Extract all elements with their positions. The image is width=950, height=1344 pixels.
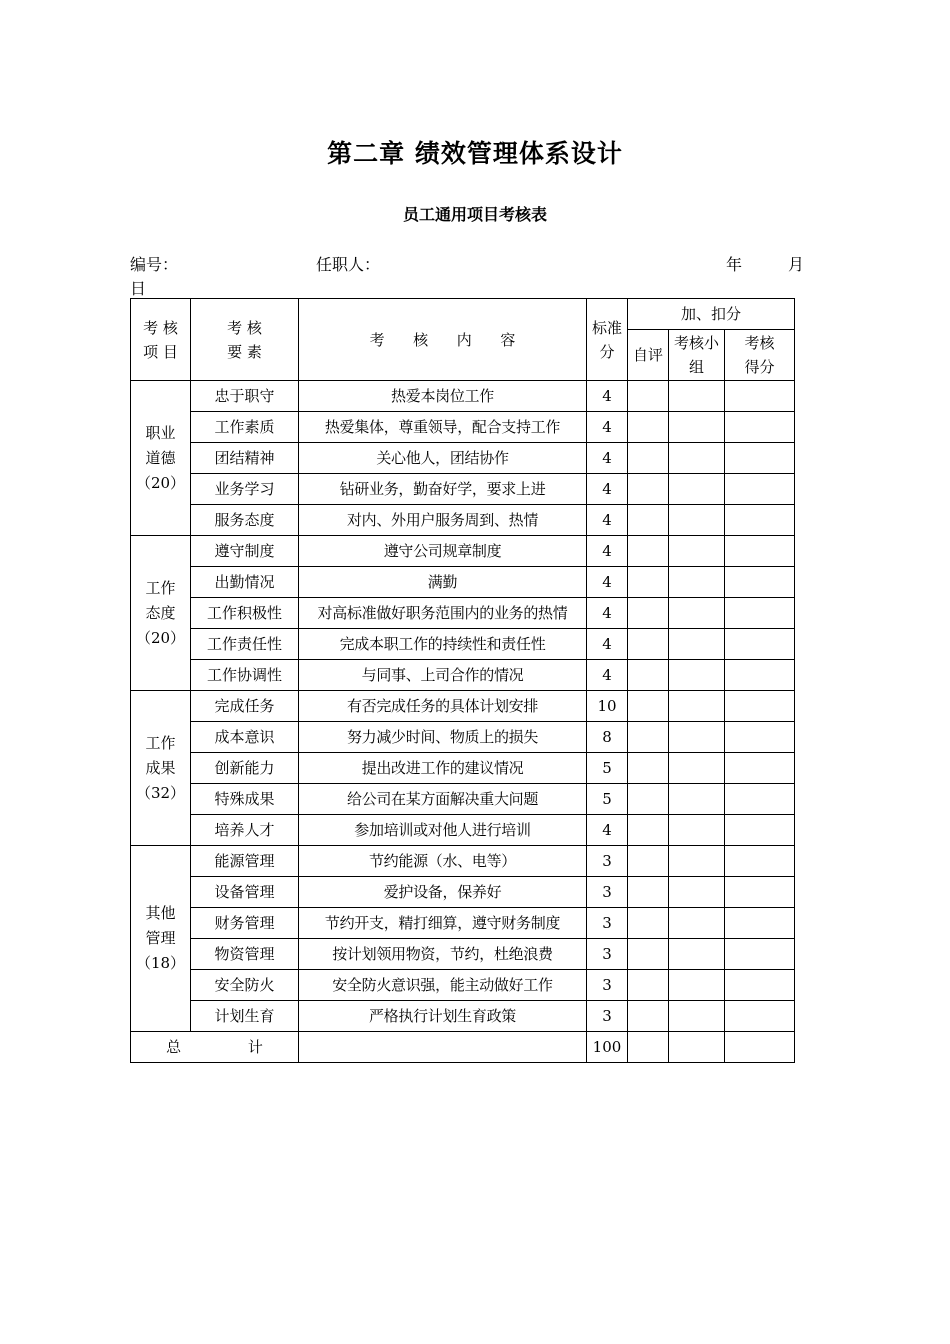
points-cell: 4 <box>587 660 628 691</box>
content-cell: 爱护设备，保养好 <box>299 877 587 908</box>
year-label: 年 <box>726 255 743 274</box>
points-cell: 5 <box>587 784 628 815</box>
number-label: 编号： <box>130 255 179 274</box>
table-row <box>131 474 795 505</box>
final-score-cell[interactable] <box>725 846 795 877</box>
self-score-cell[interactable] <box>628 691 669 722</box>
content-cell: 钻研业务，勤奋好学，要求上进 <box>299 474 587 505</box>
points-cell: 4 <box>587 815 628 846</box>
group-score-cell[interactable] <box>669 1001 725 1032</box>
table-row <box>131 939 795 970</box>
total-row <box>131 1032 795 1063</box>
table-row <box>131 1001 795 1032</box>
element-cell: 成本意识 <box>191 722 299 753</box>
content-cell: 节约开支，精打细算，遵守财务制度 <box>299 908 587 939</box>
table-row <box>131 443 795 474</box>
element-cell: 工作素质 <box>191 412 299 443</box>
self-score-cell[interactable] <box>628 877 669 908</box>
element-cell: 设备管理 <box>191 877 299 908</box>
element-cell: 完成任务 <box>191 691 299 722</box>
table-row <box>131 753 795 784</box>
group-score-cell[interactable] <box>669 691 725 722</box>
header-element: 考 核 要 素 <box>191 299 299 381</box>
group-score-cell[interactable] <box>669 815 725 846</box>
self-score-cell[interactable] <box>628 443 669 474</box>
group-score-cell[interactable] <box>669 598 725 629</box>
points-cell: 3 <box>587 970 628 1001</box>
points-cell: 5 <box>587 753 628 784</box>
final-score-cell[interactable] <box>725 939 795 970</box>
group-score-cell[interactable] <box>669 567 725 598</box>
group-score-cell[interactable] <box>669 443 725 474</box>
content-cell: 给公司在某方面解决重大问题 <box>299 784 587 815</box>
content-cell: 关心他人，团结协作 <box>299 443 587 474</box>
category-cell: 其他 管理 （18） <box>131 846 191 1032</box>
table-row <box>131 815 795 846</box>
month-label: 月 <box>788 255 805 274</box>
element-cell: 遵守制度 <box>191 536 299 567</box>
total-content-cell <box>299 1032 587 1063</box>
table-row <box>131 381 795 412</box>
element-cell: 业务学习 <box>191 474 299 505</box>
points-cell: 4 <box>587 505 628 536</box>
element-cell: 忠于职守 <box>191 381 299 412</box>
table-row <box>131 846 795 877</box>
points-cell: 4 <box>587 598 628 629</box>
points-cell: 3 <box>587 877 628 908</box>
group-score-cell[interactable] <box>669 722 725 753</box>
points-cell: 3 <box>587 846 628 877</box>
self-score-cell[interactable] <box>628 846 669 877</box>
group-score-cell[interactable] <box>669 784 725 815</box>
element-cell: 培养人才 <box>191 815 299 846</box>
final-score-cell[interactable] <box>725 474 795 505</box>
content-cell: 与同事、上司合作的情况 <box>299 660 587 691</box>
final-score-cell[interactable] <box>725 815 795 846</box>
final-score-cell[interactable] <box>725 908 795 939</box>
element-cell: 计划生育 <box>191 1001 299 1032</box>
content-cell: 努力减少时间、物质上的损失 <box>299 722 587 753</box>
final-score-cell[interactable] <box>725 970 795 1001</box>
total-group-cell[interactable] <box>669 1032 725 1063</box>
element-cell: 服务态度 <box>191 505 299 536</box>
self-score-cell[interactable] <box>628 567 669 598</box>
group-score-cell[interactable] <box>669 505 725 536</box>
self-score-cell[interactable] <box>628 536 669 567</box>
element-cell: 创新能力 <box>191 753 299 784</box>
final-score-cell[interactable] <box>725 381 795 412</box>
points-cell: 4 <box>587 629 628 660</box>
table-row <box>131 691 795 722</box>
category-cell: 工作 成果 （32） <box>131 691 191 846</box>
content-cell: 有否完成任务的具体计划安排 <box>299 691 587 722</box>
table-row <box>131 908 795 939</box>
final-score-cell[interactable] <box>725 691 795 722</box>
self-score-cell[interactable] <box>628 629 669 660</box>
group-score-cell[interactable] <box>669 846 725 877</box>
header-standard: 标准 分 <box>587 299 628 381</box>
points-cell: 4 <box>587 567 628 598</box>
content-cell: 按计划领用物资，节约，杜绝浪费 <box>299 939 587 970</box>
content-cell: 节约能源（水、电等） <box>299 846 587 877</box>
content-cell: 热爱集体，尊重领导，配合支持工作 <box>299 412 587 443</box>
table-row <box>131 877 795 908</box>
final-score-cell[interactable] <box>725 753 795 784</box>
final-score-cell[interactable] <box>725 629 795 660</box>
group-score-cell[interactable] <box>669 877 725 908</box>
table-row <box>131 536 795 567</box>
day-label: 日 <box>130 279 147 298</box>
content-cell: 参加培训或对他人进行培训 <box>299 815 587 846</box>
table-row <box>131 784 795 815</box>
table-row <box>131 505 795 536</box>
header-adjust: 加、扣分 <box>628 299 795 330</box>
final-score-cell[interactable] <box>725 877 795 908</box>
points-cell: 4 <box>587 412 628 443</box>
element-cell: 特殊成果 <box>191 784 299 815</box>
header-score: 考核 得分 <box>725 330 795 381</box>
content-cell: 严格执行计划生育政策 <box>299 1001 587 1032</box>
group-score-cell[interactable] <box>669 412 725 443</box>
points-cell: 10 <box>587 691 628 722</box>
points-cell: 4 <box>587 443 628 474</box>
evaluation-table <box>130 298 795 1063</box>
points-cell: 8 <box>587 722 628 753</box>
category-cell: 工作 态度 （20） <box>131 536 191 691</box>
table-row <box>131 722 795 753</box>
content-cell: 遵守公司规章制度 <box>299 536 587 567</box>
element-cell: 工作协调性 <box>191 660 299 691</box>
group-score-cell[interactable] <box>669 939 725 970</box>
self-score-cell[interactable] <box>628 1001 669 1032</box>
table-row <box>131 412 795 443</box>
table-row <box>131 598 795 629</box>
table-row <box>131 567 795 598</box>
final-score-cell[interactable] <box>725 598 795 629</box>
self-score-cell[interactable] <box>628 753 669 784</box>
final-score-cell[interactable] <box>725 660 795 691</box>
final-score-cell[interactable] <box>725 536 795 567</box>
self-score-cell[interactable] <box>628 784 669 815</box>
points-cell: 4 <box>587 474 628 505</box>
self-score-cell[interactable] <box>628 598 669 629</box>
self-score-cell[interactable] <box>628 939 669 970</box>
points-cell: 3 <box>587 1001 628 1032</box>
element-cell: 出勤情况 <box>191 567 299 598</box>
self-score-cell[interactable] <box>628 722 669 753</box>
group-score-cell[interactable] <box>669 970 725 1001</box>
self-score-cell[interactable] <box>628 412 669 443</box>
chapter-title: 第二章 绩效管理体系设计 <box>327 139 623 168</box>
group-score-cell[interactable] <box>669 381 725 412</box>
self-score-cell[interactable] <box>628 505 669 536</box>
final-score-cell[interactable] <box>725 722 795 753</box>
points-cell: 3 <box>587 939 628 970</box>
element-cell: 工作责任性 <box>191 629 299 660</box>
group-score-cell[interactable] <box>669 536 725 567</box>
group-score-cell[interactable] <box>669 753 725 784</box>
table-row <box>131 970 795 1001</box>
header-group: 考核小 组 <box>669 330 725 381</box>
element-cell: 团结精神 <box>191 443 299 474</box>
self-score-cell[interactable] <box>628 970 669 1001</box>
element-cell: 安全防火 <box>191 970 299 1001</box>
group-score-cell[interactable] <box>669 660 725 691</box>
group-score-cell[interactable] <box>669 474 725 505</box>
total-points: 100 <box>587 1032 628 1063</box>
final-score-cell[interactable] <box>725 505 795 536</box>
self-score-cell[interactable] <box>628 815 669 846</box>
element-cell: 能源管理 <box>191 846 299 877</box>
content-cell: 提出改进工作的建议情况 <box>299 753 587 784</box>
total-self-cell[interactable] <box>628 1032 669 1063</box>
header-row-1 <box>131 299 795 330</box>
group-score-cell[interactable] <box>669 629 725 660</box>
self-score-cell[interactable] <box>628 908 669 939</box>
content-cell: 安全防火意识强，能主动做好工作 <box>299 970 587 1001</box>
element-cell: 工作积极性 <box>191 598 299 629</box>
final-score-cell[interactable] <box>725 412 795 443</box>
content-cell: 对高标准做好职务范围内的业务的热情 <box>299 598 587 629</box>
element-cell: 财务管理 <box>191 908 299 939</box>
content-cell: 热爱本岗位工作 <box>299 381 587 412</box>
table-title: 员工通用项目考核表 <box>402 205 547 224</box>
header-content: 考 核 内 容 <box>299 299 587 381</box>
points-cell: 3 <box>587 908 628 939</box>
total-score-cell[interactable] <box>725 1032 795 1063</box>
self-score-cell[interactable] <box>628 474 669 505</box>
points-cell: 4 <box>587 536 628 567</box>
final-score-cell[interactable] <box>725 567 795 598</box>
table-row <box>131 660 795 691</box>
content-cell: 对内、外用户服务周到、热情 <box>299 505 587 536</box>
group-score-cell[interactable] <box>669 908 725 939</box>
element-cell: 物资管理 <box>191 939 299 970</box>
final-score-cell[interactable] <box>725 1001 795 1032</box>
self-score-cell[interactable] <box>628 381 669 412</box>
self-score-cell[interactable] <box>628 660 669 691</box>
points-cell: 4 <box>587 381 628 412</box>
total-label: 总 计 <box>131 1032 299 1063</box>
final-score-cell[interactable] <box>725 443 795 474</box>
person-label: 任职人： <box>316 255 381 274</box>
table-row <box>131 629 795 660</box>
category-cell: 职业 道德 （20） <box>131 381 191 536</box>
header-self: 自评 <box>628 330 669 381</box>
content-cell: 满勤 <box>299 567 587 598</box>
content-cell: 完成本职工作的持续性和责任性 <box>299 629 587 660</box>
header-item: 考 核 项 目 <box>131 299 191 381</box>
final-score-cell[interactable] <box>725 784 795 815</box>
